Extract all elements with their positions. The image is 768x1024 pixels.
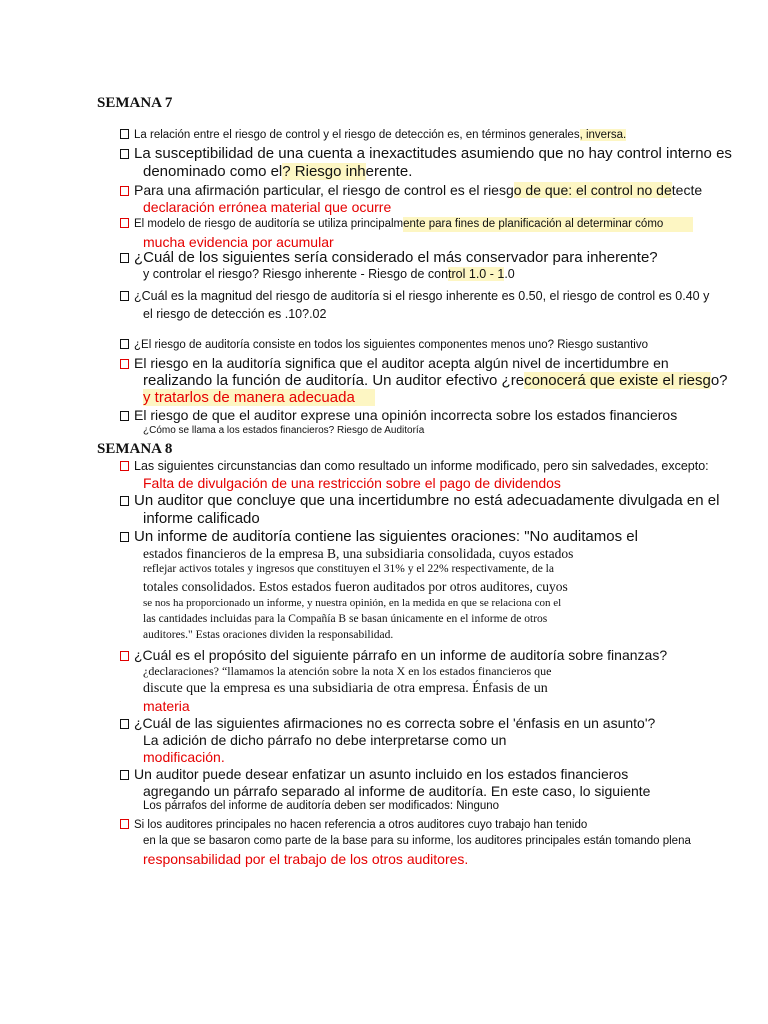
week7-question-6-line-2: el riesgo de detección es .10?.02 [143,307,327,321]
week8-heading: SEMANA 8 [97,441,173,457]
week8-question-7-line-2: en la que se basaron como parte de la base para su informe, los auditores principales están tomando plena [143,835,691,847]
checkbox-icon [120,411,129,421]
checkbox-icon [120,532,129,542]
week7-question-6: ¿Cuál es la magnitud del riesgo de auditoría si el riesgo inherente es 0.50, el riesgo de control es 0.40 y [120,289,709,303]
week8-question-3-line-4: totales consolidados. Estos estados fueron auditados por otros auditores, cuyos [143,579,568,594]
week7-question-7: ¿El riesgo de auditoría consiste en todos los siguientes componentes menos uno? Riesgo sustantivo [120,339,648,351]
week8-answer-1: Falta de divulgación de una restricción sobre el pago de dividendos [143,475,561,491]
week8-answer-2: informe calificado [143,510,260,527]
checkbox-icon [120,218,129,228]
checkbox-icon [120,186,129,196]
week8-answer-6: Los párrafos del informe de auditoría deben ser modificados: Ninguno [143,800,500,812]
week8-question-3-line-7: auditores." Estas oraciones dividen la responsabilidad. [143,629,394,641]
week8-question-3-line-5: se nos ha proporcionado un informe, y nuestra opinión, en la medida en que se relaciona con el [143,597,562,609]
week7-answer-8: y tratarlos de manera adecuada [143,389,375,406]
week8-question-4-line-3: discute que la empresa es una subsidiaria de otra empresa. Énfasis de un [143,681,548,696]
week8-question-3-line-6: las cantidades incluidas para la Compañía B se basan únicamente en el informe de otros [143,613,548,625]
week7-question-8: El riesgo en la auditoría significa que el auditor acepta algún nivel de incertidumbre en [120,355,669,371]
week7-answer-9: ¿Cómo se llama a los estados financieros? Riesgo de Auditoría [143,425,425,436]
week7-question-9: El riesgo de que el auditor exprese una opinión incorrecta sobre los estados financieros [120,407,677,423]
week8-question-3-line-3: reflejar activos totales y ingresos que constituyen el 31% y el 22% respectivamente, de la [143,563,554,575]
checkbox-icon [120,496,129,506]
checkbox-icon [120,129,129,139]
week7-question-3: Para una afirmación particular, el riesgo de control es el riesgo de que: el control no detecte [120,182,702,198]
checkbox-icon [120,461,129,471]
checkbox-icon [120,359,129,369]
week8-question-1: Las siguientes circunstancias dan como resultado un informe modificado, pero sin salvedades, excepto: [120,459,709,473]
week7-question-4: El modelo de riesgo de auditoría se utiliza principalmente para fines de planificación al determinar cómo [120,218,693,230]
checkbox-icon [120,651,129,661]
week8-question-5: ¿Cuál de las siguientes afirmaciones no es correcta sobre el 'énfasis en un asunto'? [120,715,655,731]
checkbox-icon [120,149,129,159]
week8-question-5-line-2: La adición de dicho párrafo no debe interpretarse como un [143,732,507,748]
checkbox-icon [120,339,129,349]
week7-question-8-line-2: realizando la función de auditoría. Un auditor efectivo ¿reconocerá que existe el riesgo? [143,372,728,389]
week8-question-6: Un auditor puede desear enfatizar un asunto incluido en los estados financieros [120,766,628,782]
week8-question-4: ¿Cuál es el propósito del siguiente párrafo en un informe de auditoría sobre finanzas? [120,647,667,663]
week7-heading: SEMANA 7 [97,95,173,111]
week8-question-6-line-2: agregando un párrafo separado al informe de auditoría. En este caso, lo siguiente [143,783,651,799]
week7-question-1: La relación entre el riesgo de control y el riesgo de detección es, en términos generales, inversa. [120,129,626,141]
week7-question-5: ¿Cuál de los siguientes sería considerado el más conservador para inherente? [120,249,658,266]
week8-answer-4: materia [143,698,190,714]
checkbox-icon [120,291,129,301]
checkbox-icon [120,819,129,829]
week8-question-4-line-2: ¿declaraciones? “llamamos la atención sobre la nota X en los estados financieros que [143,664,552,678]
week7-question-2-line-2: denominado como el? Riesgo inherente. [143,163,413,180]
checkbox-icon [120,770,129,780]
checkbox-icon [120,719,129,729]
week7-question-2: La susceptibilidad de una cuenta a inexactitudes asumiendo que no hay control interno es [120,145,732,162]
checkbox-icon [120,253,129,263]
week8-answer-5: modificación. [143,749,225,765]
week8-question-2: Un auditor que concluye que una incertidumbre no está adecuadamente divulgada en el [120,492,719,509]
week7-question-5-line-2: y controlar el riesgo? Riesgo inherente - Riesgo de control 1.0 - 1.0 [143,267,515,281]
week8-question-3-line-2: estados financieros de la empresa B, una subsidiaria consolidada, cuyos estados [143,546,574,561]
week7-answer-4: mucha evidencia por acumular [143,234,334,250]
week8-question-3: Un informe de auditoría contiene las siguientes oraciones: "No auditamos el [120,528,638,545]
week8-answer-7: responsabilidad por el trabajo de los otros auditores. [143,851,469,867]
week8-question-7: Si los auditores principales no hacen referencia a otros auditores cuyo trabajo han tenido [120,819,587,831]
week7-answer-3: declaración errónea material que ocurre [143,199,392,215]
